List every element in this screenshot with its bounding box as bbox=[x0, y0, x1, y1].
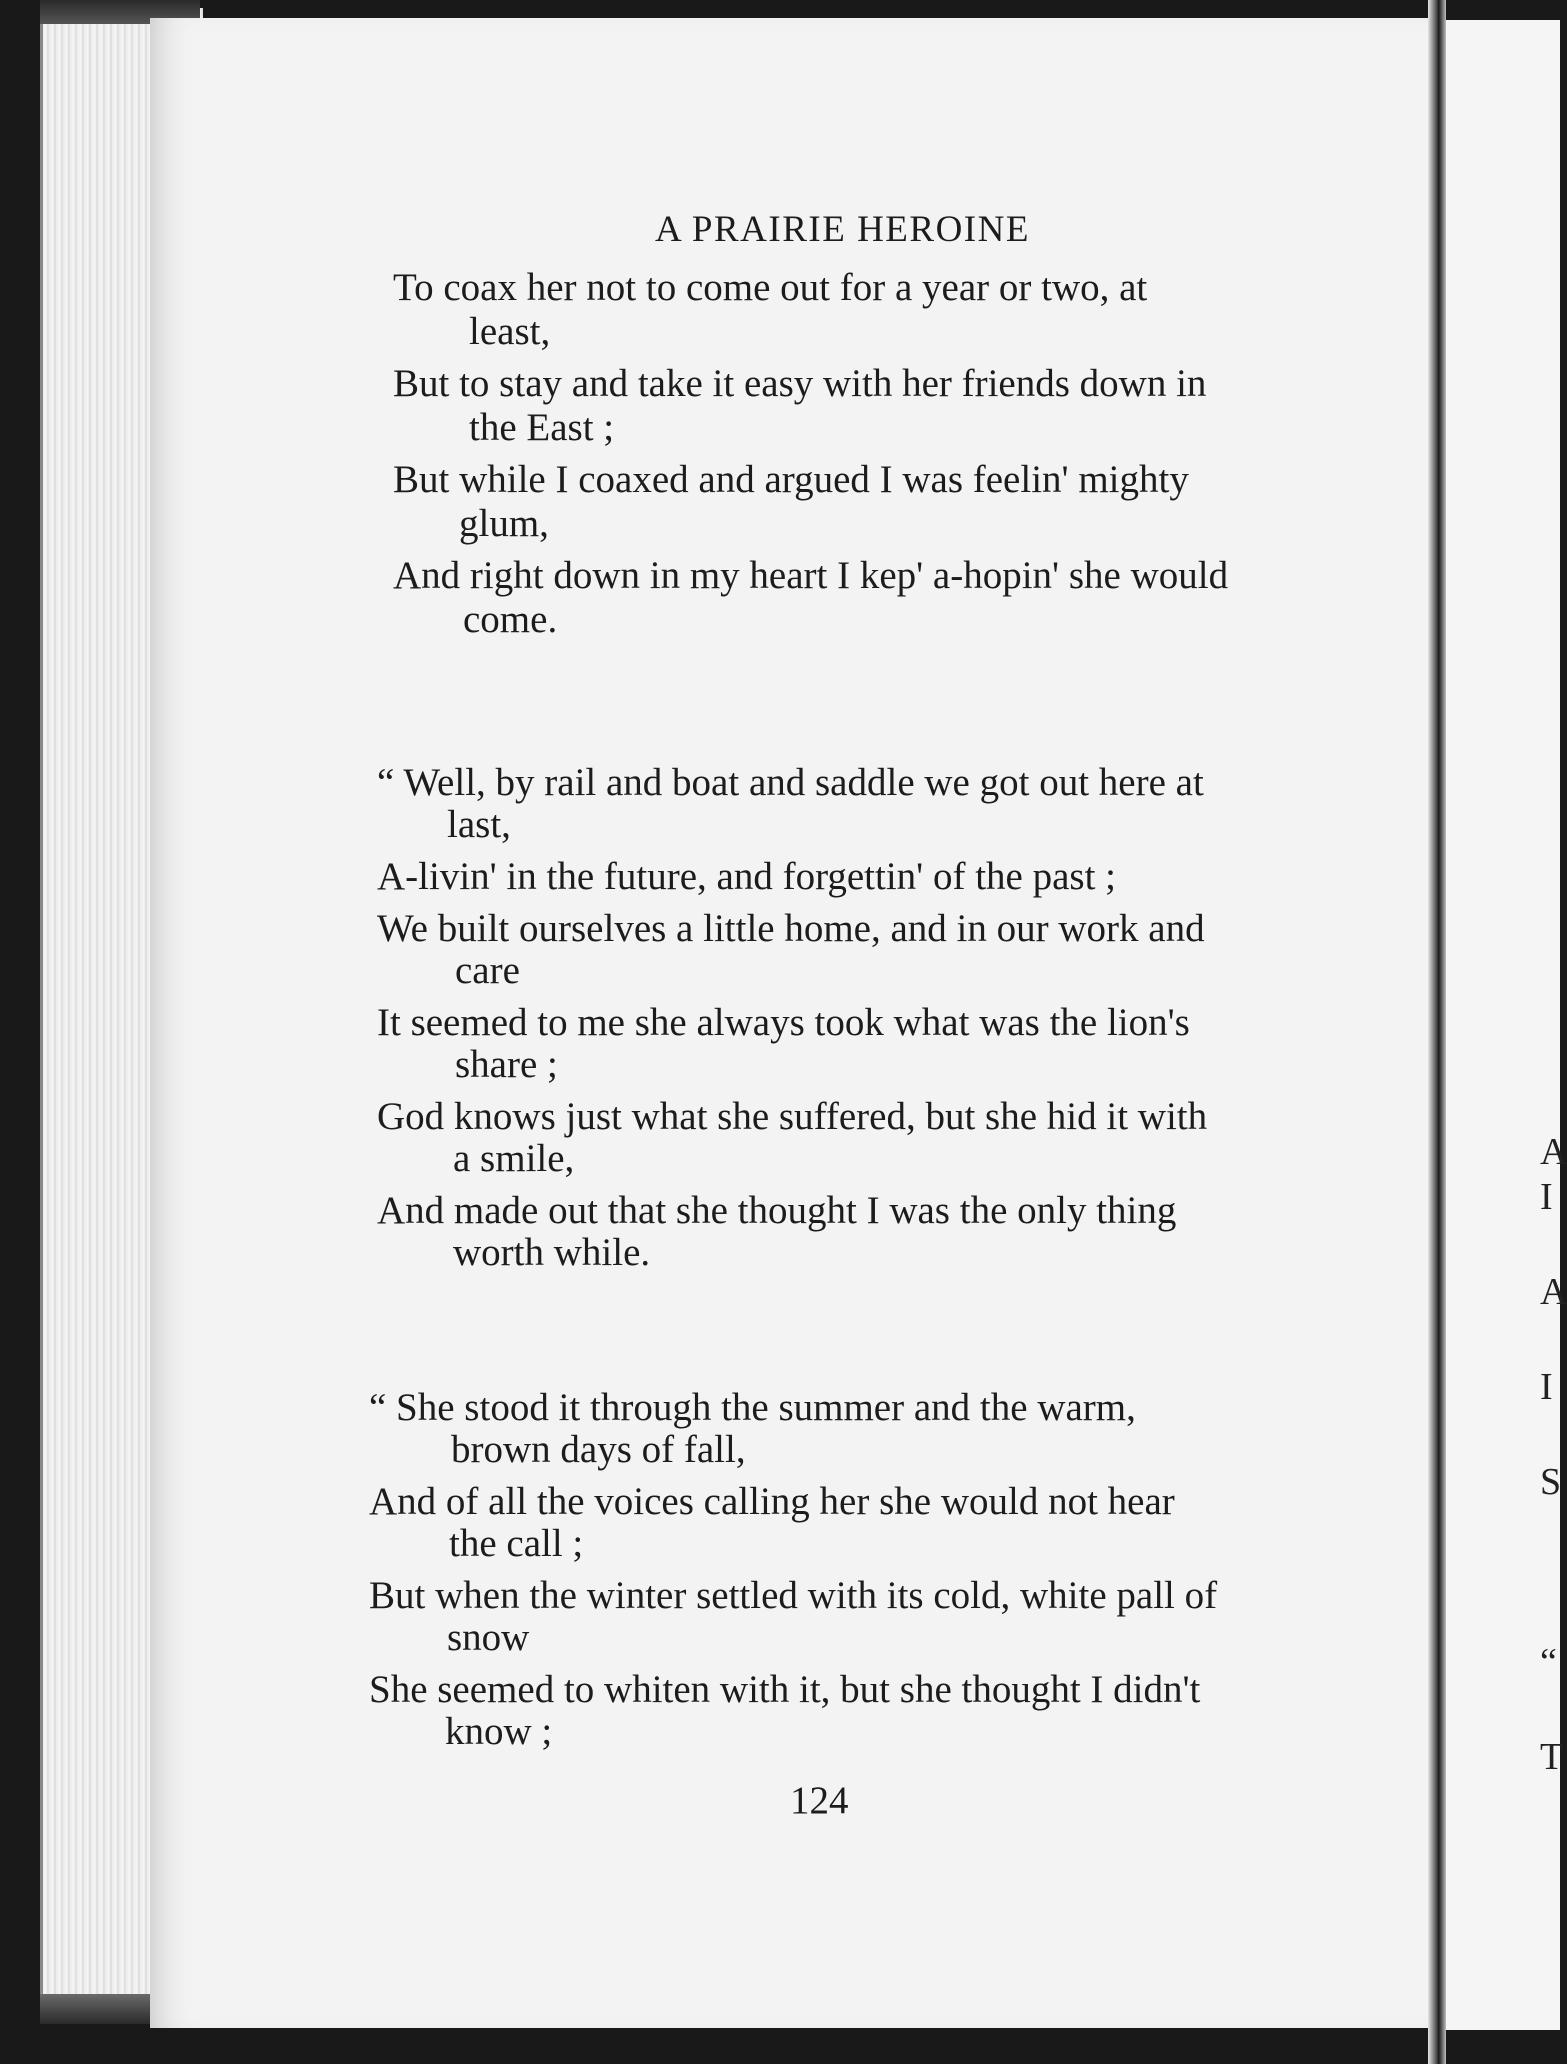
verse-line: “ Well, by rail and boat and saddle we got out here at bbox=[377, 761, 1204, 804]
running-head: A PRAIRIE HEROINE bbox=[655, 209, 1030, 250]
verse-line: To coax her not to come out for a year or two, at bbox=[393, 266, 1148, 309]
verse-line-continuation: know ; bbox=[445, 1710, 553, 1753]
facing-page-fragment: I bbox=[1540, 1176, 1553, 1218]
facing-page-fragment: A bbox=[1540, 1131, 1567, 1173]
verse-line: But to stay and take it easy with her friends down in bbox=[393, 362, 1207, 405]
page-number: 124 bbox=[790, 1779, 849, 1822]
stanza-2 bbox=[377, 760, 1207, 1276]
facing-page-fragment: A bbox=[1540, 1271, 1567, 1313]
verse-line-continuation: glum, bbox=[459, 502, 549, 545]
verse-line-continuation: come. bbox=[463, 598, 558, 641]
verse-line-continuation: the call ; bbox=[449, 1522, 584, 1565]
verse-line: But when the winter settled with its cold, white pall of bbox=[369, 1574, 1218, 1617]
verse-line-continuation: care bbox=[455, 949, 520, 992]
verse-line-continuation: least, bbox=[469, 310, 551, 353]
verse-line-continuation: share ; bbox=[455, 1043, 558, 1086]
stanza-1 bbox=[393, 265, 1228, 643]
facing-page-fragment: S bbox=[1540, 1461, 1562, 1503]
verse-line-continuation: worth while. bbox=[453, 1231, 651, 1274]
verse-line: And made out that she thought I was the only thing bbox=[377, 1189, 1177, 1232]
verse-line-continuation: brown days of fall, bbox=[451, 1428, 746, 1471]
verse-line: It seemed to me she always took what was the lion's bbox=[377, 1001, 1190, 1044]
verse-line-continuation: the East ; bbox=[469, 406, 615, 449]
verse-line: A-livin' in the future, and forgettin' of the past ; bbox=[377, 855, 1117, 898]
verse-line: She seemed to whiten with it, but she thought I didn't bbox=[369, 1668, 1201, 1711]
book-gutter bbox=[1428, 0, 1446, 2064]
verse-line: “ She stood it through the summer and the warm, bbox=[369, 1386, 1136, 1429]
facing-page-fragment: I bbox=[1540, 1366, 1553, 1408]
verse-line-continuation: a smile, bbox=[453, 1137, 575, 1180]
verse-line: And right down in my heart I kep' a-hopin' she would bbox=[393, 554, 1229, 597]
verse-line-continuation: last, bbox=[447, 803, 511, 846]
facing-page-fragment: “ bbox=[1540, 1641, 1557, 1683]
facing-page-fragment: T bbox=[1540, 1736, 1564, 1778]
facing-page bbox=[1446, 20, 1560, 2030]
verse-line-continuation: snow bbox=[447, 1616, 530, 1659]
verse-line: God knows just what she suffered, but she hid it with bbox=[377, 1095, 1208, 1138]
verse-line: We built ourselves a little home, and in our work and bbox=[377, 907, 1205, 950]
verse-line: And of all the voices calling her she would not hear bbox=[369, 1480, 1175, 1523]
stanza-3 bbox=[369, 1385, 1217, 1755]
verse-line: But while I coaxed and argued I was feelin' mighty bbox=[393, 458, 1189, 501]
